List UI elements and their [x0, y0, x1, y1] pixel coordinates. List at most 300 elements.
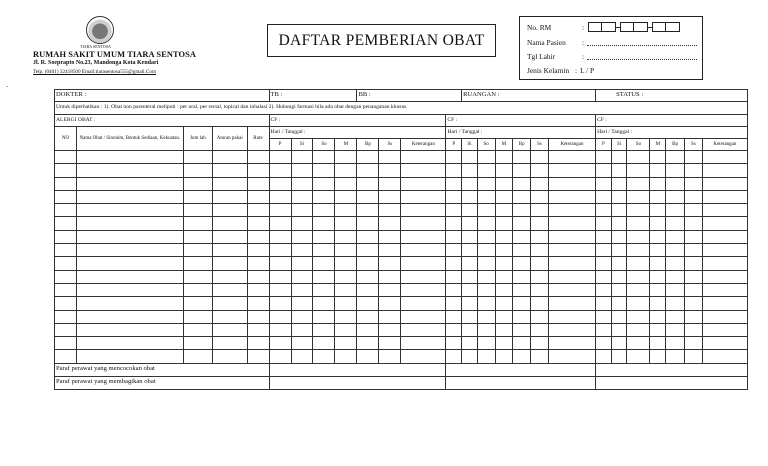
table-cell[interactable] [335, 297, 357, 310]
table-cell[interactable] [76, 283, 183, 296]
table-cell[interactable] [666, 297, 685, 310]
table-cell[interactable] [76, 230, 183, 243]
table-cell[interactable] [650, 190, 666, 203]
hari-tanggal-1[interactable]: Hari / Tanggal : [269, 127, 446, 139]
table-cell[interactable] [611, 177, 627, 190]
table-cell[interactable] [495, 310, 513, 323]
table-cell[interactable] [401, 244, 446, 257]
table-cell[interactable] [313, 323, 335, 336]
table-cell[interactable] [548, 323, 595, 336]
table-cell[interactable] [513, 323, 531, 336]
table-cell[interactable] [401, 190, 446, 203]
table-cell[interactable] [495, 244, 513, 257]
table-cell[interactable] [247, 257, 269, 270]
table-cell[interactable] [596, 310, 612, 323]
table-cell[interactable] [627, 190, 650, 203]
table-cell[interactable] [596, 190, 612, 203]
table-cell[interactable] [76, 350, 183, 363]
table-cell[interactable] [513, 230, 531, 243]
table-cell[interactable] [335, 217, 357, 230]
table-cell[interactable] [627, 217, 650, 230]
table-cell[interactable] [548, 177, 595, 190]
table-cell[interactable] [702, 337, 747, 350]
table-cell[interactable] [55, 217, 77, 230]
rm-digit-box[interactable] [634, 22, 648, 32]
table-cell[interactable] [335, 204, 357, 217]
table-cell[interactable] [213, 204, 248, 217]
table-cell[interactable] [531, 164, 549, 177]
table-cell[interactable] [247, 297, 269, 310]
table-cell[interactable] [183, 337, 212, 350]
table-cell[interactable] [531, 177, 549, 190]
table-cell[interactable] [495, 177, 513, 190]
table-cell[interactable] [269, 204, 291, 217]
gender-value[interactable]: L / P [580, 66, 595, 75]
table-cell[interactable] [596, 283, 612, 296]
table-cell[interactable] [548, 230, 595, 243]
table-cell[interactable] [313, 230, 335, 243]
table-cell[interactable] [291, 350, 313, 363]
table-cell[interactable] [335, 244, 357, 257]
table-cell[interactable] [55, 244, 77, 257]
table-cell[interactable] [666, 230, 685, 243]
table-cell[interactable] [611, 151, 627, 164]
table-cell[interactable] [596, 297, 612, 310]
table-cell[interactable] [269, 257, 291, 270]
table-cell[interactable] [357, 190, 379, 203]
table-cell[interactable] [684, 283, 702, 296]
table-cell[interactable] [477, 244, 495, 257]
rm-digit-box[interactable] [652, 22, 666, 32]
table-cell[interactable] [462, 257, 478, 270]
table-cell[interactable] [513, 337, 531, 350]
table-cell[interactable] [596, 350, 612, 363]
table-cell[interactable] [702, 323, 747, 336]
table-cell[interactable] [379, 270, 401, 283]
table-cell[interactable] [291, 310, 313, 323]
table-cell[interactable] [446, 151, 462, 164]
table-cell[interactable] [611, 350, 627, 363]
hari-tanggal-3[interactable]: Hari / Tanggal : [596, 127, 748, 139]
table-cell[interactable] [335, 270, 357, 283]
table-cell[interactable] [335, 350, 357, 363]
table-cell[interactable] [650, 270, 666, 283]
table-cell[interactable] [650, 323, 666, 336]
table-cell[interactable] [76, 217, 183, 230]
table-cell[interactable] [611, 204, 627, 217]
table-cell[interactable] [183, 270, 212, 283]
table-cell[interactable] [495, 323, 513, 336]
table-cell[interactable] [213, 230, 248, 243]
table-cell[interactable] [379, 337, 401, 350]
table-cell[interactable] [702, 350, 747, 363]
table-cell[interactable] [684, 190, 702, 203]
table-cell[interactable] [213, 297, 248, 310]
table-cell[interactable] [684, 270, 702, 283]
table-cell[interactable] [627, 151, 650, 164]
table-cell[interactable] [684, 204, 702, 217]
table-cell[interactable] [627, 323, 650, 336]
table-cell[interactable] [650, 257, 666, 270]
table-cell[interactable] [213, 337, 248, 350]
table-cell[interactable] [548, 283, 595, 296]
table-cell[interactable] [666, 257, 685, 270]
table-cell[interactable] [183, 177, 212, 190]
table-cell[interactable] [291, 337, 313, 350]
table-cell[interactable] [666, 164, 685, 177]
table-cell[interactable] [55, 164, 77, 177]
table-cell[interactable] [548, 217, 595, 230]
table-cell[interactable] [357, 204, 379, 217]
table-cell[interactable] [596, 230, 612, 243]
table-cell[interactable] [627, 244, 650, 257]
table-cell[interactable] [650, 217, 666, 230]
table-cell[interactable] [313, 337, 335, 350]
table-cell[interactable] [213, 244, 248, 257]
table-cell[interactable] [55, 297, 77, 310]
table-cell[interactable] [684, 244, 702, 257]
table-cell[interactable] [357, 151, 379, 164]
rm-digit-box[interactable] [666, 22, 680, 32]
table-cell[interactable] [495, 350, 513, 363]
table-cell[interactable] [291, 177, 313, 190]
table-cell[interactable] [379, 190, 401, 203]
table-cell[interactable] [313, 244, 335, 257]
table-cell[interactable] [446, 217, 462, 230]
table-cell[interactable] [357, 177, 379, 190]
table-cell[interactable] [611, 337, 627, 350]
table-cell[interactable] [379, 164, 401, 177]
table-cell[interactable] [269, 310, 291, 323]
table-cell[interactable] [247, 350, 269, 363]
table-cell[interactable] [313, 190, 335, 203]
paraf-cell[interactable] [596, 376, 748, 389]
table-cell[interactable] [462, 164, 478, 177]
table-cell[interactable] [55, 337, 77, 350]
table-cell[interactable] [513, 244, 531, 257]
status-field[interactable]: STATUS : [596, 90, 748, 102]
table-cell[interactable] [357, 297, 379, 310]
cf-field-2[interactable]: CF : [446, 115, 596, 127]
table-cell[interactable] [269, 164, 291, 177]
table-cell[interactable] [291, 204, 313, 217]
table-cell[interactable] [627, 164, 650, 177]
table-cell[interactable] [596, 204, 612, 217]
dokter-field[interactable]: DOKTER : [55, 90, 270, 102]
table-cell[interactable] [666, 310, 685, 323]
table-cell[interactable] [76, 190, 183, 203]
table-cell[interactable] [401, 230, 446, 243]
table-cell[interactable] [666, 151, 685, 164]
table-cell[interactable] [446, 297, 462, 310]
table-cell[interactable] [462, 177, 478, 190]
table-cell[interactable] [313, 270, 335, 283]
table-cell[interactable] [627, 230, 650, 243]
table-cell[interactable] [76, 151, 183, 164]
table-cell[interactable] [531, 244, 549, 257]
table-cell[interactable] [446, 244, 462, 257]
table-cell[interactable] [627, 337, 650, 350]
table-cell[interactable] [477, 190, 495, 203]
table-cell[interactable] [379, 177, 401, 190]
table-cell[interactable] [611, 257, 627, 270]
table-cell[interactable] [357, 217, 379, 230]
table-cell[interactable] [291, 270, 313, 283]
table-cell[interactable] [650, 350, 666, 363]
table-cell[interactable] [76, 177, 183, 190]
table-cell[interactable] [446, 323, 462, 336]
table-cell[interactable] [548, 337, 595, 350]
table-cell[interactable] [596, 244, 612, 257]
paraf-cell[interactable] [269, 376, 446, 389]
table-cell[interactable] [513, 283, 531, 296]
table-cell[interactable] [379, 283, 401, 296]
table-cell[interactable] [269, 244, 291, 257]
table-cell[interactable] [401, 310, 446, 323]
table-cell[interactable] [183, 217, 212, 230]
table-cell[interactable] [611, 297, 627, 310]
table-cell[interactable] [650, 164, 666, 177]
table-cell[interactable] [650, 244, 666, 257]
table-cell[interactable] [55, 257, 77, 270]
table-cell[interactable] [548, 270, 595, 283]
table-cell[interactable] [76, 164, 183, 177]
table-cell[interactable] [291, 164, 313, 177]
dob-field[interactable] [587, 53, 697, 60]
table-cell[interactable] [183, 151, 212, 164]
table-cell[interactable] [462, 297, 478, 310]
table-cell[interactable] [313, 350, 335, 363]
table-cell[interactable] [357, 257, 379, 270]
table-cell[interactable] [513, 151, 531, 164]
alergi-field[interactable]: ALERGI OBAT : [55, 115, 270, 127]
table-cell[interactable] [702, 217, 747, 230]
table-cell[interactable] [183, 230, 212, 243]
table-cell[interactable] [247, 310, 269, 323]
table-cell[interactable] [379, 151, 401, 164]
table-cell[interactable] [401, 217, 446, 230]
table-cell[interactable] [513, 190, 531, 203]
table-cell[interactable] [702, 244, 747, 257]
table-cell[interactable] [55, 283, 77, 296]
table-cell[interactable] [313, 217, 335, 230]
table-cell[interactable] [76, 257, 183, 270]
table-cell[interactable] [357, 270, 379, 283]
table-cell[interactable] [531, 350, 549, 363]
table-cell[interactable] [666, 350, 685, 363]
table-cell[interactable] [446, 164, 462, 177]
table-cell[interactable] [548, 204, 595, 217]
table-cell[interactable] [495, 204, 513, 217]
table-cell[interactable] [596, 164, 612, 177]
paraf-cell[interactable] [446, 363, 596, 376]
table-cell[interactable] [684, 177, 702, 190]
table-cell[interactable] [531, 217, 549, 230]
table-cell[interactable] [76, 323, 183, 336]
table-cell[interactable] [650, 283, 666, 296]
table-cell[interactable] [247, 217, 269, 230]
table-cell[interactable] [462, 190, 478, 203]
table-cell[interactable] [291, 257, 313, 270]
table-cell[interactable] [627, 350, 650, 363]
table-cell[interactable] [611, 164, 627, 177]
table-cell[interactable] [269, 190, 291, 203]
table-cell[interactable] [495, 164, 513, 177]
table-cell[interactable] [269, 323, 291, 336]
table-cell[interactable] [666, 204, 685, 217]
table-cell[interactable] [213, 217, 248, 230]
table-cell[interactable] [55, 230, 77, 243]
table-cell[interactable] [477, 204, 495, 217]
table-cell[interactable] [548, 151, 595, 164]
patient-name-field[interactable] [587, 39, 697, 46]
table-cell[interactable] [666, 270, 685, 283]
table-cell[interactable] [446, 337, 462, 350]
rm-number-boxes[interactable] [588, 22, 680, 32]
table-cell[interactable] [513, 164, 531, 177]
cf-field-1[interactable]: CF : [269, 115, 446, 127]
table-cell[interactable] [269, 283, 291, 296]
table-cell[interactable] [401, 257, 446, 270]
table-cell[interactable] [313, 297, 335, 310]
table-cell[interactable] [335, 283, 357, 296]
table-cell[interactable] [291, 230, 313, 243]
table-cell[interactable] [213, 177, 248, 190]
table-cell[interactable] [446, 177, 462, 190]
table-cell[interactable] [183, 350, 212, 363]
table-cell[interactable] [684, 230, 702, 243]
table-cell[interactable] [335, 177, 357, 190]
table-cell[interactable] [213, 350, 248, 363]
table-cell[interactable] [183, 164, 212, 177]
table-cell[interactable] [76, 270, 183, 283]
table-cell[interactable] [291, 323, 313, 336]
table-cell[interactable] [213, 164, 248, 177]
table-cell[interactable] [213, 151, 248, 164]
table-cell[interactable] [531, 310, 549, 323]
table-cell[interactable] [513, 270, 531, 283]
table-cell[interactable] [495, 337, 513, 350]
table-cell[interactable] [611, 323, 627, 336]
table-cell[interactable] [213, 283, 248, 296]
table-cell[interactable] [269, 337, 291, 350]
table-cell[interactable] [596, 257, 612, 270]
table-cell[interactable] [548, 350, 595, 363]
table-cell[interactable] [401, 337, 446, 350]
table-cell[interactable] [650, 310, 666, 323]
table-cell[interactable] [76, 310, 183, 323]
table-cell[interactable] [269, 177, 291, 190]
table-cell[interactable] [213, 270, 248, 283]
table-cell[interactable] [702, 297, 747, 310]
table-cell[interactable] [379, 217, 401, 230]
table-cell[interactable] [76, 337, 183, 350]
table-cell[interactable] [477, 257, 495, 270]
table-cell[interactable] [495, 151, 513, 164]
table-cell[interactable] [650, 204, 666, 217]
table-cell[interactable] [627, 177, 650, 190]
table-cell[interactable] [291, 283, 313, 296]
table-cell[interactable] [477, 177, 495, 190]
table-cell[interactable] [357, 337, 379, 350]
ruangan-field[interactable]: RUANGAN : [462, 90, 596, 102]
table-cell[interactable] [477, 217, 495, 230]
table-cell[interactable] [269, 350, 291, 363]
table-cell[interactable] [183, 244, 212, 257]
table-cell[interactable] [183, 283, 212, 296]
table-cell[interactable] [446, 257, 462, 270]
table-cell[interactable] [531, 190, 549, 203]
table-cell[interactable] [462, 244, 478, 257]
table-cell[interactable] [269, 297, 291, 310]
table-cell[interactable] [684, 350, 702, 363]
table-cell[interactable] [684, 337, 702, 350]
table-cell[interactable] [650, 177, 666, 190]
table-cell[interactable] [548, 244, 595, 257]
table-cell[interactable] [213, 310, 248, 323]
table-cell[interactable] [513, 177, 531, 190]
table-cell[interactable] [531, 151, 549, 164]
table-cell[interactable] [495, 257, 513, 270]
table-cell[interactable] [446, 190, 462, 203]
table-cell[interactable] [462, 283, 478, 296]
table-cell[interactable] [531, 270, 549, 283]
table-cell[interactable] [183, 297, 212, 310]
table-cell[interactable] [702, 164, 747, 177]
table-cell[interactable] [401, 177, 446, 190]
paraf-cell[interactable] [269, 363, 446, 376]
table-cell[interactable] [477, 323, 495, 336]
table-cell[interactable] [684, 297, 702, 310]
table-cell[interactable] [684, 164, 702, 177]
table-cell[interactable] [702, 270, 747, 283]
table-cell[interactable] [650, 151, 666, 164]
table-cell[interactable] [462, 270, 478, 283]
table-cell[interactable] [76, 244, 183, 257]
table-cell[interactable] [55, 151, 77, 164]
table-cell[interactable] [357, 310, 379, 323]
table-cell[interactable] [477, 337, 495, 350]
table-cell[interactable] [513, 310, 531, 323]
table-cell[interactable] [548, 164, 595, 177]
table-cell[interactable] [247, 151, 269, 164]
table-cell[interactable] [183, 204, 212, 217]
table-cell[interactable] [513, 217, 531, 230]
table-cell[interactable] [269, 217, 291, 230]
table-cell[interactable] [55, 190, 77, 203]
table-cell[interactable] [548, 257, 595, 270]
table-cell[interactable] [627, 204, 650, 217]
table-cell[interactable] [702, 177, 747, 190]
table-cell[interactable] [596, 177, 612, 190]
table-cell[interactable] [379, 244, 401, 257]
table-cell[interactable] [495, 283, 513, 296]
table-cell[interactable] [313, 177, 335, 190]
table-cell[interactable] [462, 310, 478, 323]
table-cell[interactable] [513, 204, 531, 217]
table-cell[interactable] [313, 283, 335, 296]
table-cell[interactable] [379, 204, 401, 217]
table-cell[interactable] [666, 337, 685, 350]
table-cell[interactable] [335, 310, 357, 323]
table-cell[interactable] [627, 283, 650, 296]
table-cell[interactable] [477, 230, 495, 243]
table-cell[interactable] [401, 204, 446, 217]
table-cell[interactable] [495, 190, 513, 203]
table-cell[interactable] [247, 204, 269, 217]
table-cell[interactable] [531, 283, 549, 296]
table-cell[interactable] [401, 350, 446, 363]
